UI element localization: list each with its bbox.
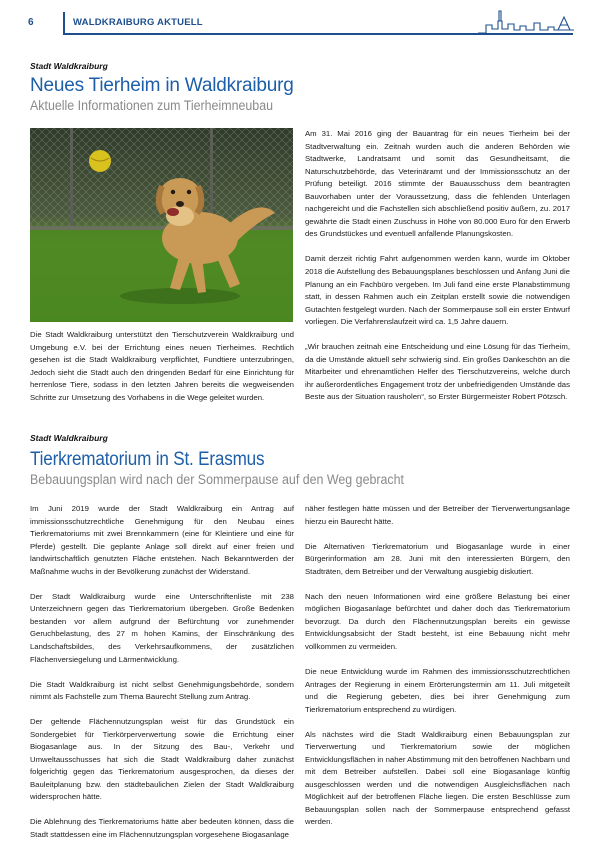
article2-kicker: Stadt Waldkraiburg bbox=[30, 433, 108, 443]
article2-right-paragraph: näher festlegen hätte müssen und der Betreiber der Tierverwertungsanlage hierzu ein Baurecht hätte. bbox=[305, 504, 570, 526]
article2-subheadline: Bebauungsplan wird nach der Sommerpause auf den Weg gebracht bbox=[30, 472, 404, 487]
article1-right-column bbox=[305, 128, 570, 404]
article2-left-paragraph: Die Stadt Waldkraiburg ist nicht selbst Genehmigungsbehörde, sondern nimmt als Fachstelle zum Thema Baurecht Stellung zum Antrag. bbox=[30, 679, 294, 702]
header-separator bbox=[63, 12, 65, 34]
page-number: 6 bbox=[28, 17, 34, 28]
article2-left-paragraph: Der geltende Flächennutzungsplan weist für das Grundstück ein Sondergebiet für Tierkörperverwertung sowie die Errichtung einer Biogasanlage aus. In der Sitzung des Bau-, Verkehr und Umweltausschusses hat sich die Stadt Waldkraiburg daher zunächst folgerichtig gegen das Tierkrematorium ausgesprochen, da dieses der Bauleitplanung bzw. den städtebaulichen Zielen der Stadt Waldkraiburg widersprochen hätte. bbox=[30, 717, 294, 802]
article2-right-paragraph: Als nächstes wird die Stadt Waldkraiburg einen Bebauungsplan zur Tierverwertung und Tierkrematorium sowie der möglichen Entwicklungsflächen in naher Abstimmung mit den betroffenen Nachbarn und mit dem Betreiber aufstellen. Dabei soll eine Biogasanlage künftig ausgeschlossen werden und die notwendigen Ausgleichsflächen nach Möglichkeit auf der betroffenen Fläche liegen. Die ersten Beschlüsse zum Bebauungsplan sollen nach der Sommerpause entsprechend gefasst werden. bbox=[305, 729, 570, 827]
article2-left-paragraph: Im Juni 2019 wurde der Stadt Waldkraiburg ein Antrag auf immissionsschutzrechtliche Genehmigung für den Neubau eines Tierkrematoriums mit zwei Brennkammern (eine für Kleintiere und eine für Pferde) gestellt. Die geplante Anlage soll direkt auf einer freien und landwirtschaftlich genutzten Fläche entstehen. Nach Bekanntwerden der Maßnahme wuchs in der Bevölkerung zunächst der Widerstand. bbox=[30, 504, 294, 576]
publication-title: WALDKRAIBURG AKTUELL bbox=[73, 17, 203, 28]
article2-left-column bbox=[30, 503, 294, 842]
dog-photo-illustration bbox=[30, 128, 293, 322]
article2-left-paragraph: Der Stadt Waldkraiburg wurde eine Unterschriftenliste mit 238 Unterzeichnern gegen das Tierkrematorium übergeben. Große Bedenken bestanden vor allem aufgrund der Befürchtung vor zunehmender Geruchbelastung, des 27 m hohen Kamins, der Einschränkung des Landschaftsbildes, des Verkehrsaufkommens, der zusätzlichen Flächenversiegelung und Lärmentwicklung. bbox=[30, 591, 294, 664]
article2-right-paragraph: Nach den neuen Informationen wird eine größere Belastung bei einer möglichen Biogasanlage befürchtet und daher doch das Tierkrematorium bevorzugt. Da durch den Flächennutzungsplan bereits ein gewisse Entwicklungsabsicht der Stadt besteht, ist eine Bebauung nicht mehr vollkommen zu vermeiden. bbox=[305, 591, 570, 651]
article2-right-column bbox=[305, 503, 570, 829]
article2-right-paragraph: Die neue Entwicklung wurde im Rahmen des immissionsschutzrechtlichen Antrages der Regierung in einem Erörterungstermin am 11. Juli mitgeteilt und die Regierung gebeten, dies bei ihrer Genehmigung zum Tierkrematorium entsprechend zu würdigen. bbox=[305, 666, 570, 714]
page-header bbox=[0, 0, 598, 46]
town-skyline-icon bbox=[478, 8, 574, 35]
article1-right-paragraph: Am 31. Mai 2016 ging der Bauantrag für ein neues Tierheim bei der Stadtverwaltung ein. Zeitnah wurden auch die anderen Behörden wie Stadtwerke, Landratsamt und somit das Gesundheitsamt, die Naturschutzbehörde, das Veterinäramt und der Immissionsschutz an der Prüfung beteiligt. 2016 stimmte der Bauausschuss dem beantragten Bauvorhaben unter der Voraussetzung, dass die fehlenden Unterlagen nachgereicht und die Fachstellen sich abschließend positiv äußern, zu. 2017 gewährte die Stadt einen Zuschuss in Höhe von 80.000 Euro für den Erwerb des Grundstückes und eventuell anfallende Planungskosten. bbox=[305, 129, 570, 239]
article1-left-column bbox=[30, 329, 294, 404]
article2-left-paragraph: Die Ablehnung des Tierkrematoriums hätte aber bedeuten können, dass die Stadt stattdessen eine im Flächennutzungsplan vorgesehene Biogasanlage bbox=[30, 817, 294, 840]
article1-right-paragraph: „Wir brauchen zeitnah eine Entscheidung und eine Lösung für das Tierheim, da die Umstände aktuell sehr schwierig sind. Ein großes Dankeschön an die Mitarbeiter und ehrenamtlichen Helfer des Tierschutzvereins, welche durch ihr außerordentliches Engagement trotz der unbefriedigenden Umstände das Beste aus der Situation rausholen“, so Erster Bürgermeister Robert Pötzsch. bbox=[305, 342, 570, 402]
article1-left-paragraph: Die Stadt Waldkraiburg unterstützt den Tierschutzverein Waldkraiburg und Umgebung e.V. bei der Errichtung eines neuen Tierheimes. Rechtlich gesehen ist die Stadt Waldkraiburg verpflichtet, Fundtiere unterzubringen, Jedoch sieht die Stadt auch den dringenden Bedarf für eine Einrichtung für herrenlose Tiere, sodass in den letzten Jahren bereits die wegweisenden Schritte zur Umsetzung des Vorhabens in die Wege geleitet wurden. bbox=[30, 330, 294, 402]
article1-right-paragraph: Damit derzeit richtig Fahrt aufgenommen werden kann, wurde im Oktober 2018 die Aufstellung des Bebauungsplanes beschlossen und Anfang Juni die Planung an ein Fachbüro vergeben. Im Juli fand eine erste Planabstimmung statt, in dessen Rahmen auch ein Zeitplan erstellt sowie die notwendigen Gutachten festgelegt wurden. Nach der Sommerpause soll ein erster Entwurf vorliegen. Die Verfahrenslaufzeit wird ca. 1,5 Jahre dauern. bbox=[305, 254, 570, 327]
dog-with-ball-photo bbox=[30, 128, 293, 322]
article1-kicker: Stadt Waldkraiburg bbox=[30, 61, 108, 71]
article2-headline: Tierkrematorium in St. Erasmus bbox=[30, 449, 265, 470]
article2-right-paragraph: Die Alternativen Tierkrematorium und Biogasanlage wurde in einer Bürgerinformation am 28. Juni mit den interessierten Bürgern, den Stadträten, dem Betreiber und der Verwaltung ausgiebig diskutiert. bbox=[305, 541, 570, 576]
article1-subheadline: Aktuelle Informationen zum Tierheimneubau bbox=[30, 98, 274, 113]
article1-headline: Neues Tierheim in Waldkraiburg bbox=[30, 75, 294, 96]
